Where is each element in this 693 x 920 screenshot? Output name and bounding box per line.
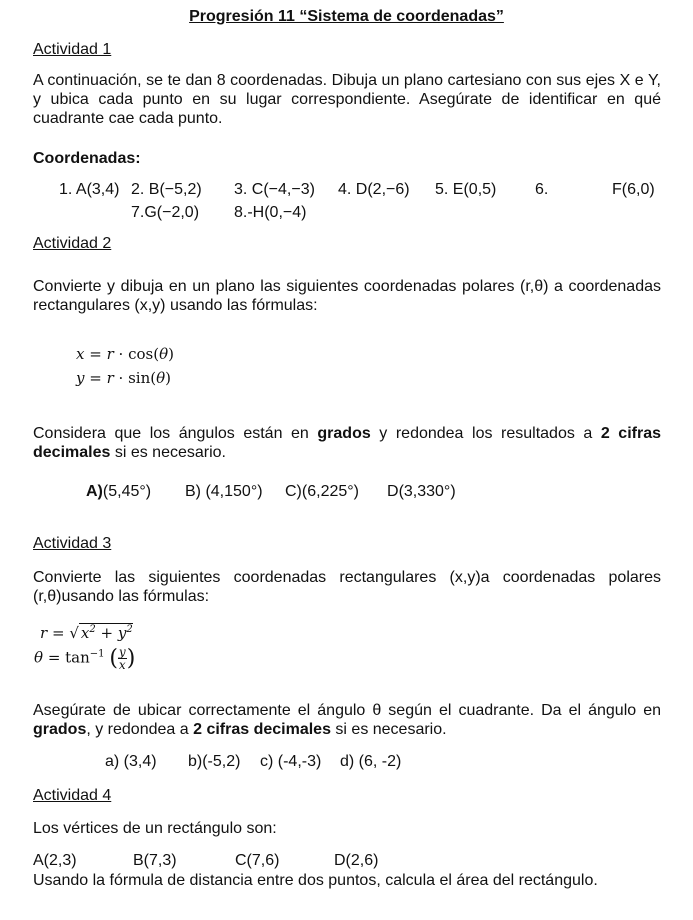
actividad2-text: Convierte y dibuja en un plano las siguientes coordenadas polares (r,θ) a coordenadas rectangulares (x,y) usando las fórmulas: (33, 278, 661, 314)
actividad4-heading: Actividad 4 (33, 787, 112, 804)
coordenadas-label: Coordenadas: (33, 150, 141, 167)
actividad3-note: Asegúrate de ubicar correctamente el ángulo θ según el cuadrante. Da el ángulo en grados, y redondea a 2 cifras decimales si es necesario. (33, 702, 661, 738)
point-h: 8.-H(0,−4) (234, 204, 307, 221)
formula-x: x = r · cos(θ) (76, 345, 174, 363)
polar-d: D(3,330°) (387, 483, 456, 500)
vertex-b: B(7,3) (133, 852, 177, 869)
actividad3-text: Convierte las siguientes coordenadas rectangulares (x,y)a coordenadas polares (r,θ)usando las fórmulas: (33, 569, 661, 605)
actividad2-heading: Actividad 2 (33, 235, 112, 252)
rect-d: d) (6, -2) (340, 753, 402, 770)
rect-b: b)(-5,2) (188, 753, 241, 770)
formula-y: y = r · sin(θ) (76, 369, 172, 387)
rect-c: c) (-4,-3) (260, 753, 322, 770)
actividad1-heading: Actividad 1 (33, 41, 112, 58)
vertex-c: C(7,6) (235, 852, 280, 869)
page-title: Progresión 11 “Sistema de coordenadas” (189, 8, 504, 25)
polar-c: C)(6,225°) (285, 483, 359, 500)
formula-r: r = √ $x^2 + y^2$ (40, 624, 133, 642)
actividad4-text: Los vértices de un rectángulo son: (33, 820, 277, 837)
point-g: 7.G(−2,0) (131, 204, 200, 221)
rect-a: a) (3,4) (105, 753, 157, 770)
actividad4-closing: Usando la fórmula de distancia entre dos puntos, calcula el área del rectángulo. (33, 872, 598, 889)
point-b: 2. B(−5,2) (131, 181, 202, 198)
point-d: 4. D(2,−6) (338, 181, 410, 198)
actividad1-text: A continuación, se te dan 8 coordenadas. Dibuja un plano cartesiano con sus ejes X e Y, y ubica cada punto en su lugar correspondiente. Asegúrate de identificar en qué cuadrante cae cada punto. (33, 72, 661, 127)
point-e: 5. E(0,5) (435, 181, 497, 198)
formula-theta: $\theta = \tan^{-1}$ ( $\frac{y}{x}$ ) (34, 645, 136, 672)
vertex-d: D(2,6) (334, 852, 379, 869)
point-a: 1. A(3,4) (59, 181, 120, 198)
point-c: 3. C(−4,−3) (234, 181, 315, 198)
point-f: F(6,0) (612, 181, 655, 198)
actividad3-heading: Actividad 3 (33, 535, 112, 552)
polar-b: B) (4,150°) (185, 483, 263, 500)
point-f-number: 6. (535, 181, 549, 198)
vertex-a: A(2,3) (33, 852, 77, 869)
polar-a: A)(5,45°) (86, 483, 152, 500)
actividad2-note: Considera que los ángulos están en grados y redondea los resultados a 2 cifras decimales si es necesario. (33, 425, 662, 461)
